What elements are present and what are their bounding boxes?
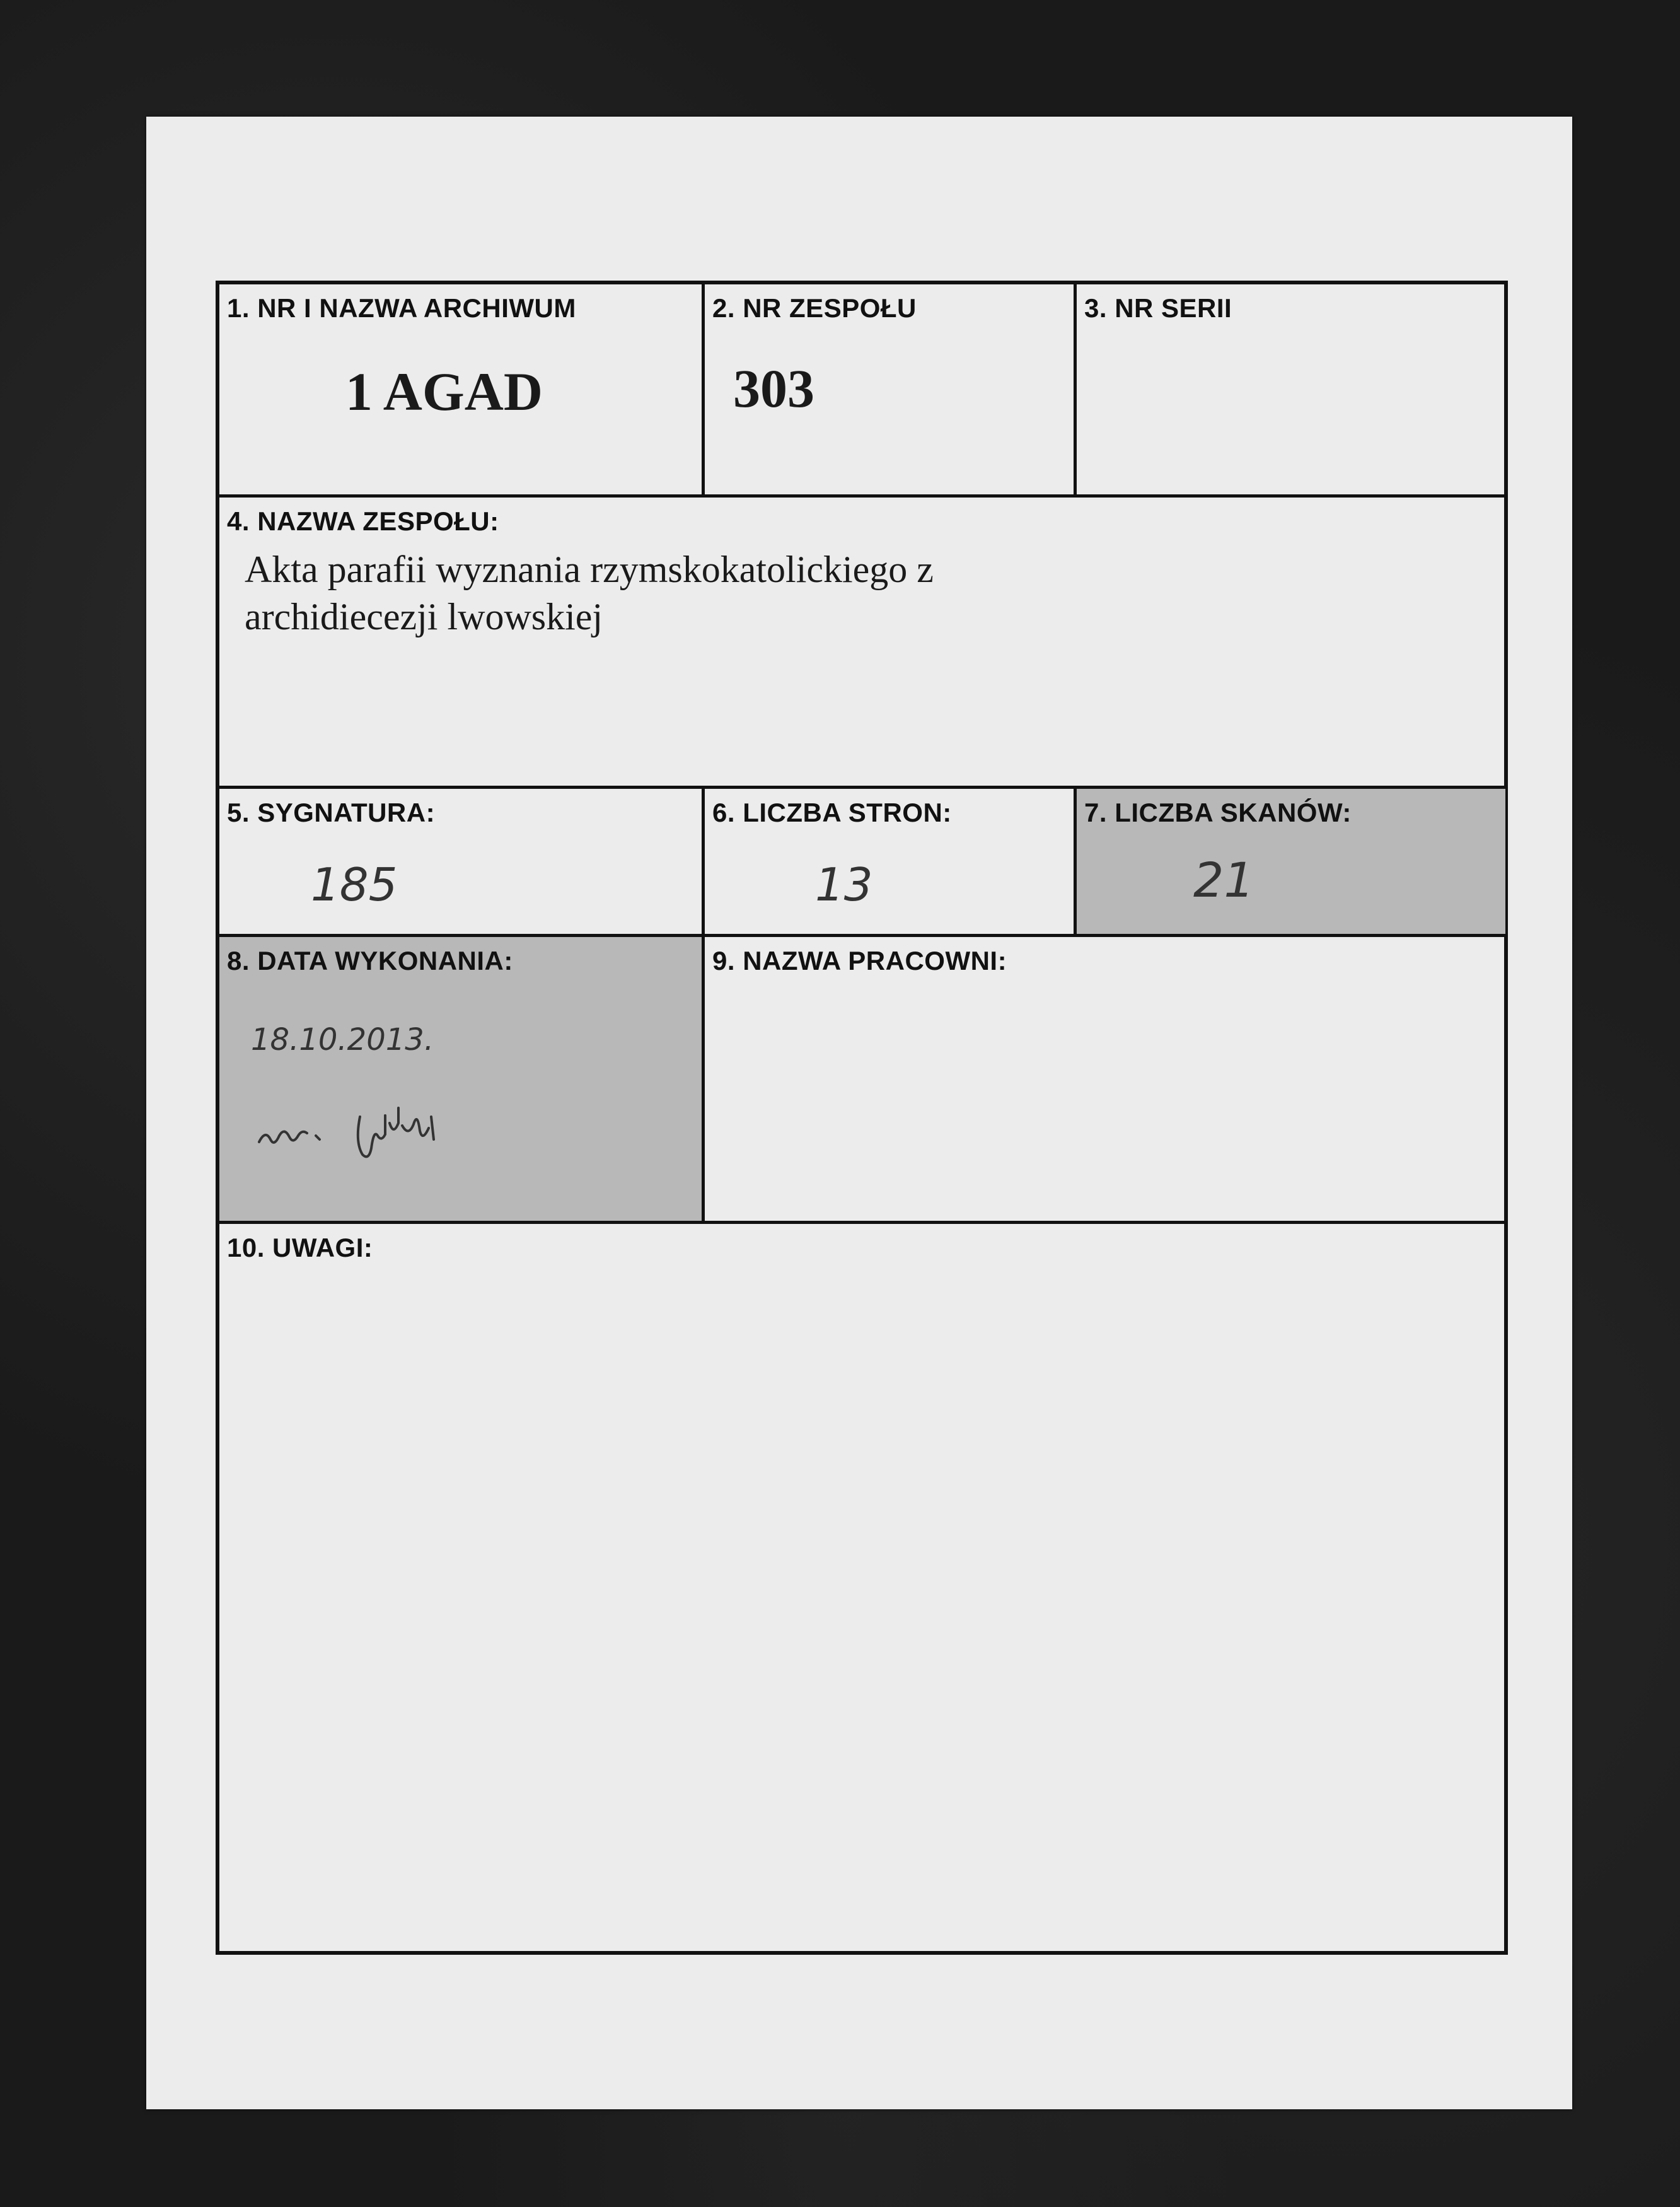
- cell-remarks: [219, 1224, 1505, 1952]
- value-scan-count: 21: [1193, 852, 1254, 908]
- label-workshop-name: 9. NAZWA PRACOWNI:: [712, 946, 1007, 975]
- value-page-count: 13: [815, 858, 873, 911]
- cell-series-number: [1077, 284, 1505, 498]
- cell-execution-date: [219, 937, 705, 1224]
- value-fonds-name-line2: archidiecezji lwowskiej: [245, 596, 603, 638]
- label-signature-number: 5. SYGNATURA:: [227, 798, 436, 827]
- document-sheet: [146, 117, 1572, 2109]
- cell-fonds-name: [219, 498, 1505, 789]
- cell-page-count: [705, 789, 1077, 937]
- label-remarks: 10. UWAGI:: [227, 1233, 373, 1262]
- label-fonds-number: 2. NR ZESPOŁU: [712, 293, 917, 323]
- cell-fonds-number: [705, 284, 1077, 498]
- cell-signature-number: [219, 789, 705, 937]
- value-signature-number: 185: [311, 858, 398, 911]
- label-fonds-name: 4. NAZWA ZESPOŁU:: [227, 506, 499, 536]
- handwritten-signature: [256, 1098, 495, 1167]
- value-fonds-number: 303: [733, 358, 814, 419]
- cell-scan-count: [1077, 789, 1505, 937]
- value-fonds-name-line1: Akta parafii wyznania rzymskokatolickiego z: [245, 549, 934, 590]
- form-frame: [216, 281, 1508, 1955]
- value-archive: 1 AGAD: [345, 361, 543, 422]
- label-execution-date: 8. DATA WYKONANIA:: [227, 946, 513, 975]
- cell-archive: [219, 284, 705, 498]
- cell-workshop-name: [705, 937, 1505, 1224]
- label-page-count: 6. LICZBA STRON:: [712, 798, 952, 827]
- value-execution-date: 18.10.2013.: [251, 1022, 434, 1057]
- label-archive: 1. NR I NAZWA ARCHIWUM: [227, 293, 576, 323]
- label-scan-count: 7. LICZBA SKANÓW:: [1084, 798, 1352, 827]
- label-series-number: 3. NR SERII: [1084, 293, 1232, 323]
